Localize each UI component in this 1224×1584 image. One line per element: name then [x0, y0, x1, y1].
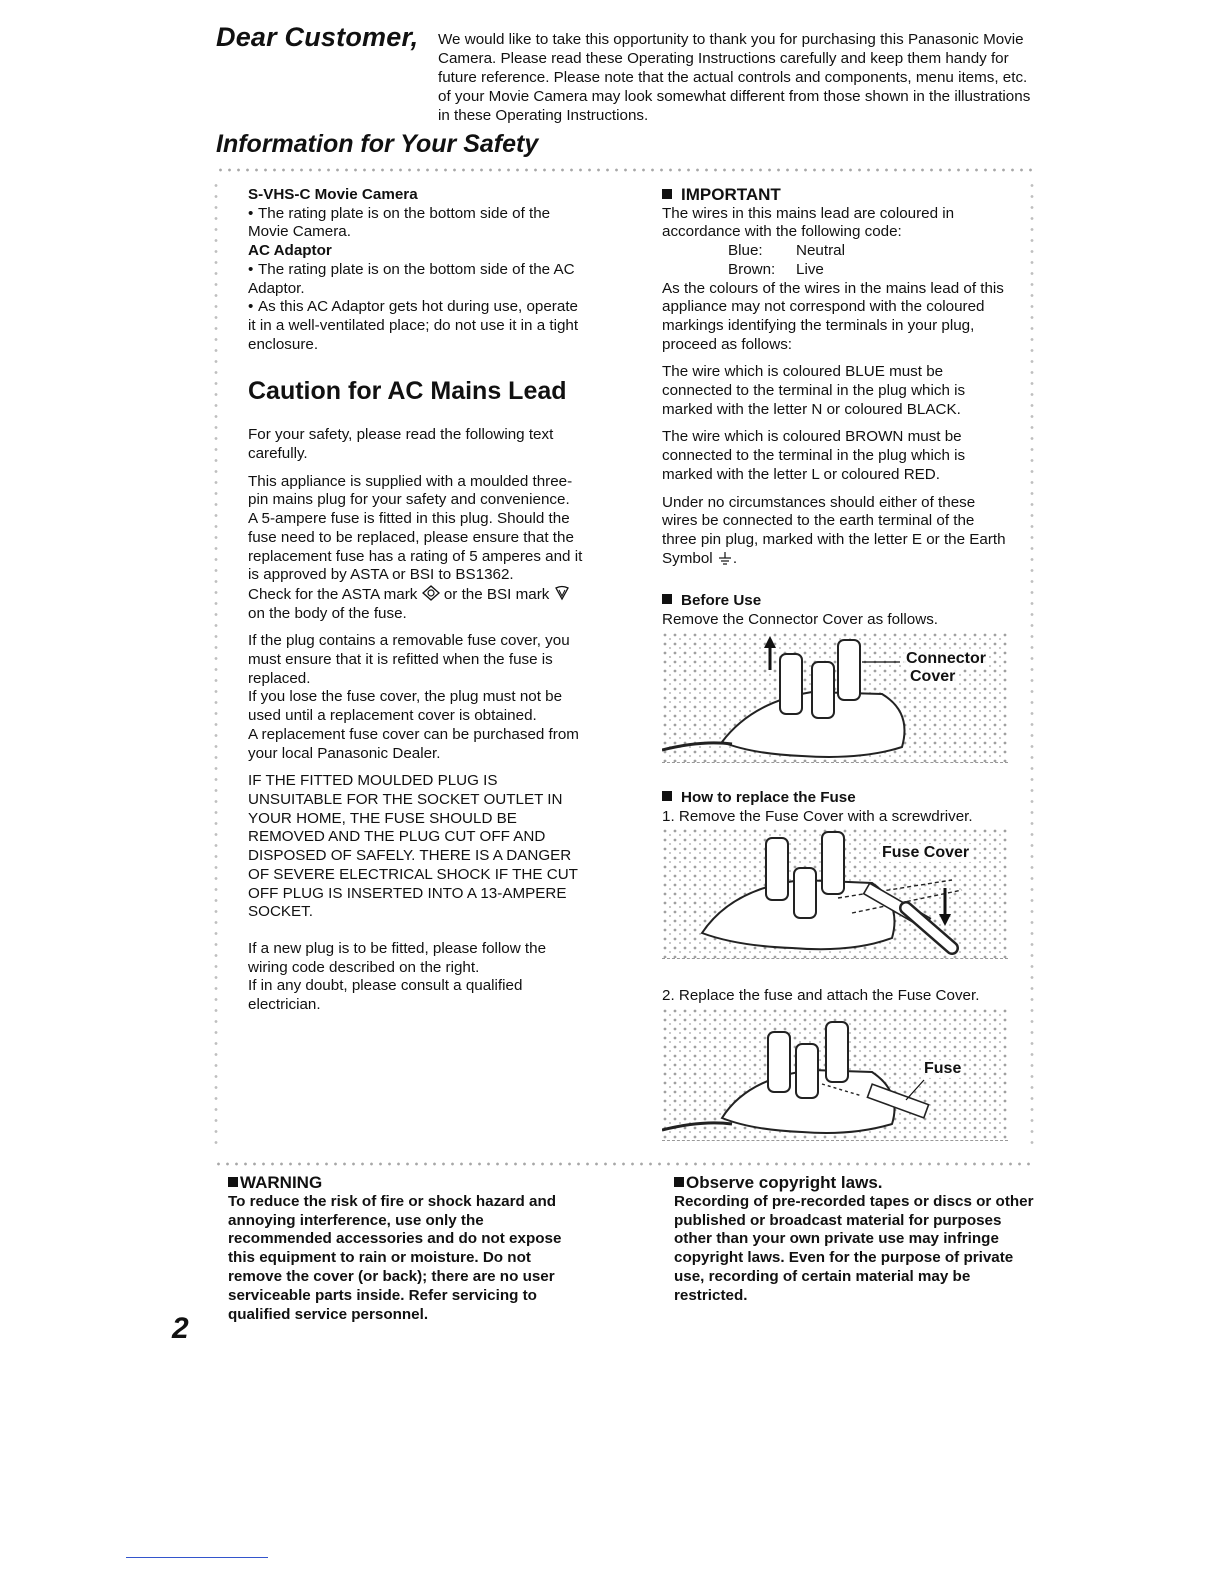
adaptor-heading: AC Adaptor — [248, 242, 332, 260]
replace-fuse-section — [662, 789, 1012, 826]
replace-fuse-step-2-wrap — [662, 987, 1012, 1006]
bottom-dotted-rule — [214, 1160, 1034, 1170]
important-para-3: The wire which is coloured BROWN must be connected to the terminal in the plug which is marked with the letter L or coloured RED. — [662, 428, 966, 483]
caution-para-4: Check for the ASTA mark or the BSI mark on the body of the fuse. — [248, 585, 588, 623]
replace-fuse-step-2: 2. Replace the fuse and attach the Fuse Cover. — [662, 987, 980, 1004]
camera-rating-item: • The rating plate is on the bottom side of the Movie Camera. — [248, 204, 551, 241]
right-dotted-border — [1028, 180, 1036, 1150]
asta-mark-icon — [422, 585, 440, 601]
copyright-block — [674, 1174, 1034, 1306]
page-number: 2 — [172, 1312, 189, 1345]
important-intro: The wires in this mains lead are coloured in accordance with the following code: — [662, 204, 955, 241]
caution-para-1: For your safety, please read the following text carefully. — [248, 426, 554, 463]
bsi-kitemark-icon — [554, 585, 570, 601]
wire-code-brown: Brown: Live — [728, 260, 824, 278]
earth-symbol-icon — [717, 551, 733, 565]
dear-customer-title: Dear Customer, — [216, 22, 419, 52]
replace-fuse-step-1: 1. Remove the Fuse Cover with a screwdriver. — [662, 807, 973, 825]
caution-para-9: If in any doubt, please consult a qualified electrician. — [248, 977, 523, 1014]
top-dotted-rule — [216, 166, 1034, 176]
copyright-heading: Observe copyright laws. — [674, 1174, 1034, 1193]
before-use-section — [662, 592, 1012, 629]
adaptor-rating-item: • The rating plate is on the bottom side of the AC Adaptor. — [248, 260, 575, 297]
wire-code-blue: Blue: Neutral — [728, 242, 845, 260]
before-use-heading: Before Use — [662, 592, 1012, 611]
caution-para-2: This appliance is supplied with a moulded three-pin mains plug for your safety and convenience. — [248, 472, 573, 509]
adaptor-heat-item: • As this AC Adaptor gets hot during use, operate it in a well-ventilated place; do not use it in a tight enclosure. — [248, 298, 579, 353]
warning-text: To reduce the risk of fire or shock hazard and annoying interference, use only the recommended accessories and do not expose this equipment to rain or moisture. Do not remove the cover (or back); there are no user serviceable parts inside. Refer servicing to qualified service personnel. — [228, 1192, 562, 1323]
fuse-figure — [662, 1008, 1008, 1141]
important-heading: IMPORTANT — [662, 186, 1012, 205]
left-column — [248, 186, 588, 1015]
wire-code-list — [662, 242, 1012, 279]
replace-fuse-heading: How to replace the Fuse — [662, 789, 1012, 808]
caution-para-3: A 5-ampere fuse is fitted in this plug. Should the fuse need to be replaced, please ensure that the replacement fuse has a rating of 5 amperes and it is approved by ASTA or BSI to BS1362. — [248, 510, 583, 584]
footer-rule — [126, 1557, 268, 1558]
before-use-text: Remove the Connector Cover as follows. — [662, 610, 939, 628]
warning-block — [228, 1174, 588, 1324]
caution-para-7: A replacement fuse cover can be purchased from your local Panasonic Dealer. — [248, 725, 579, 762]
important-para-1: As the colours of the wires in the mains lead of this appliance may not correspond with the coloured markings identifying the terminals in your plug, proceed as follows: — [662, 279, 1004, 353]
warning-heading: WARNING — [228, 1174, 588, 1193]
fuse-label: Fuse — [924, 1060, 962, 1077]
connector-cover-figure — [662, 632, 1008, 763]
caution-para-5: If the plug contains a removable fuse cover, you must ensure that it is refitted when the fuse is replaced. — [248, 632, 570, 687]
caution-para-6: If you lose the fuse cover, the plug must not be used until a replacement cover is obtained. — [248, 688, 563, 725]
connector-cover-label-line2: Cover — [910, 668, 956, 685]
fuse-cover-figure — [662, 828, 1008, 959]
connector-cover-label-line1: Connector — [906, 650, 986, 667]
safety-section-title: Information for Your Safety — [216, 130, 539, 158]
left-dotted-border — [212, 180, 220, 1150]
fuse-cover-label: Fuse Cover — [882, 844, 970, 861]
intro-paragraph: We would like to take this opportunity to thank you for purchasing this Panasonic Movie Camera. Please read these Operating Instructions carefully and keep them handy for future reference. Please note that the actual controls and components, menu items, etc. of your Movie Camera may look somewhat different from those shown in the illustrations in these Operating Instructions. — [438, 31, 1031, 124]
right-column — [662, 186, 1012, 568]
important-para-4: Under no circumstances should either of these wires be connected to the earth terminal of the three pin plug, marked with the letter E or the Earth Symbol . — [662, 493, 1006, 567]
caution-title: Caution for AC Mains Lead — [248, 377, 567, 406]
camera-heading: S-VHS-C Movie Camera — [248, 186, 418, 203]
important-para-2: The wire which is coloured BLUE must be connected to the terminal in the plug which is marked with the letter N or coloured BLACK. — [662, 363, 966, 418]
caution-caps-warning: IF THE FITTED MOULDED PLUG IS UNSUITABLE FOR THE SOCKET OUTLET IN YOUR HOME, THE FUSE SHOULD BE REMOVED AND THE PLUG CUT OFF AND DISPOSED OF SAFELY. THERE IS A DANGER OF SEVERE ELECTRICAL SHOCK IF THE CUT OFF PLUG IS INSERTED INTO A 13-AMPERE SOCKET. — [248, 772, 578, 921]
caution-para-8: If a new plug is to be fitted, please follow the wiring code described on the right. — [248, 939, 547, 976]
copyright-text: Recording of pre-recorded tapes or discs or other published or broadcast material for purposes other than your own private use may infringe copyright laws. Even for the purpose of private use, recording of certain material may be restricted. — [674, 1192, 1034, 1304]
